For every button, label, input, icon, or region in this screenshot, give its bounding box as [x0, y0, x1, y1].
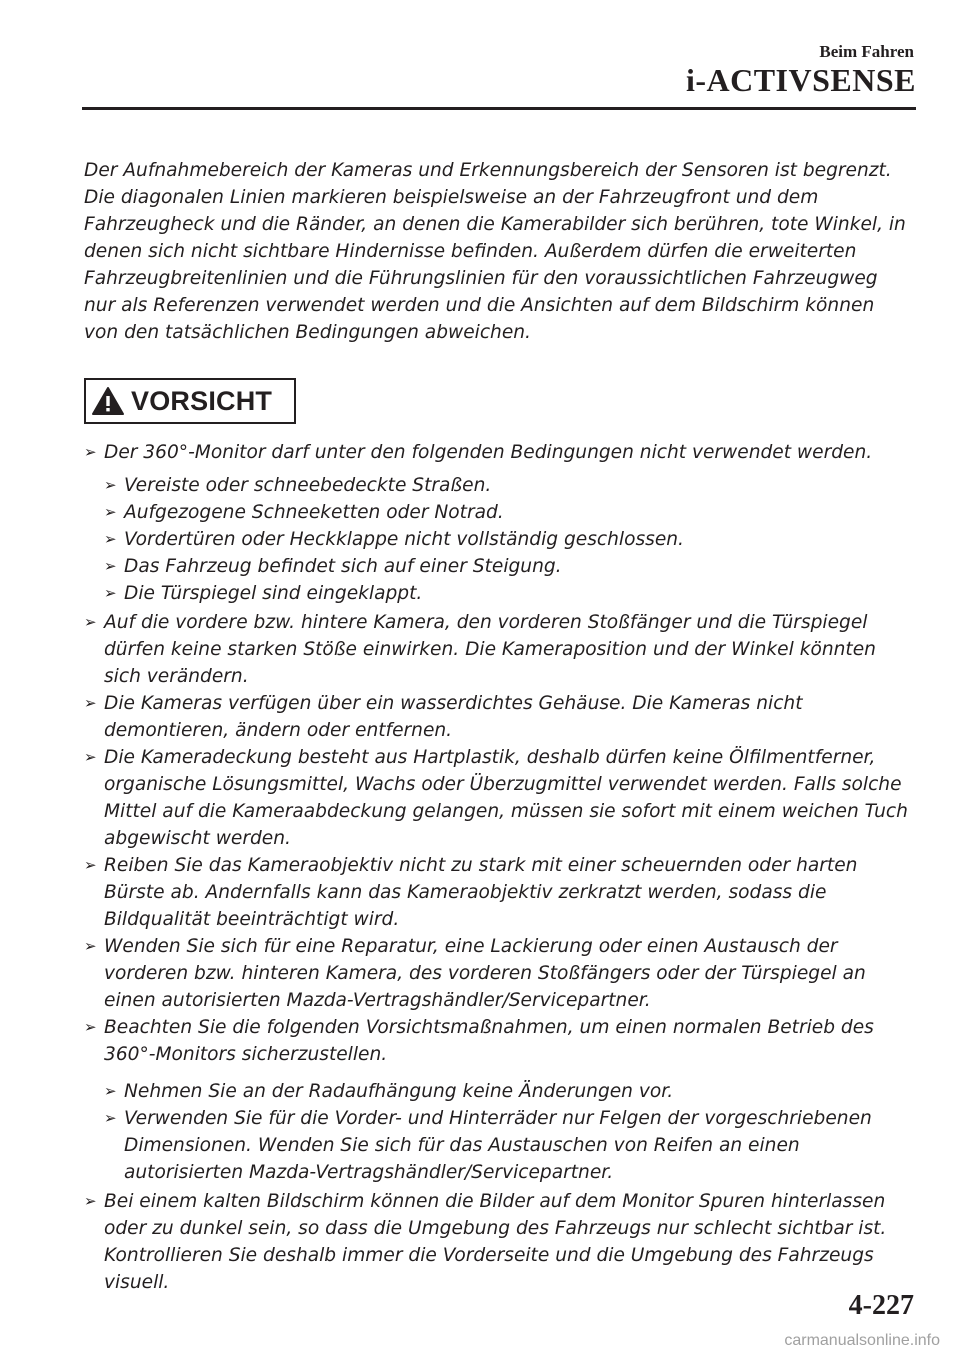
page-number: 4-227 — [848, 1290, 914, 1321]
list-item — [84, 744, 914, 852]
sub-list-item-text: Das Fahrzeug befindet sich auf einer Steigung. — [124, 556, 562, 577]
arrow-bullet-icon: ➢ — [104, 1109, 117, 1127]
arrow-bullet-icon: ➢ — [84, 443, 97, 461]
list-item-text: Die Kameras verfügen über ein wasserdichtes Gehäuse. Die Kameras nicht demontieren, ändern oder entfernen. — [104, 693, 803, 741]
list-item — [84, 609, 914, 690]
arrow-bullet-icon: ➢ — [104, 1082, 117, 1100]
caution-label: VORSICHT — [131, 385, 273, 416]
list-item-text: Der 360°-Monitor darf unter den folgenden Bedingungen nicht verwendet werden. — [104, 442, 873, 463]
list-item — [84, 690, 914, 744]
arrow-bullet-icon: ➢ — [104, 530, 117, 548]
arrow-bullet-icon: ➢ — [104, 557, 117, 575]
chapter-title: i-ACTIVSENSE — [685, 62, 916, 98]
sub-list-item — [104, 1105, 914, 1186]
list-item — [84, 439, 914, 466]
sub-list-item — [104, 1078, 914, 1105]
sub-list-item-text: Vordertüren oder Heckklappe nicht vollständig geschlossen. — [124, 529, 684, 550]
sub-list-item-text: Verwenden Sie für die Vorder- und Hinterräder nur Felgen der vorgeschriebenen Dimensionen. Wenden Sie sich für das Austauschen von Reifen an einen autorisierten Mazda-Vertragshändler/Servicepartner. — [124, 1108, 872, 1183]
caution-list — [84, 439, 914, 1296]
arrow-bullet-icon: ➢ — [104, 476, 117, 494]
arrow-bullet-icon: ➢ — [84, 694, 97, 712]
arrow-bullet-icon: ➢ — [84, 1192, 97, 1210]
list-item-text: Beachten Sie die folgenden Vorsichtsmaßnahmen, um einen normalen Betrieb des 360°-Monitors sicherzustellen. — [104, 1017, 874, 1065]
sub-list-item-text: Die Türspiegel sind eingeklappt. — [124, 583, 423, 604]
list-item-text: Auf die vordere bzw. hintere Kamera, den vorderen Stoßfänger und die Türspiegel dürfen keine starken Stöße einwirken. Die Kameraposition und der Winkel könnten sich verändern. — [104, 612, 876, 687]
list-item — [84, 1188, 914, 1296]
arrow-bullet-icon: ➢ — [84, 856, 97, 874]
sub-list-item — [104, 526, 914, 553]
sub-list-item-text: Aufgezogene Schneeketten oder Notrad. — [124, 502, 504, 523]
sub-list-item — [104, 472, 914, 499]
list-item-text: Bei einem kalten Bildschirm können die Bilder auf dem Monitor Spuren hinterlassen oder zu dunkel sein, so dass die Umgebung des Fahrzeugs nur schlecht sichtbar ist. Kontrollieren Sie deshalb immer die Vorderseite und die Umgebung des Fahrzeugs visuell. — [104, 1191, 887, 1293]
warning-triangle-icon — [91, 386, 125, 416]
arrow-bullet-icon: ➢ — [84, 613, 97, 631]
intro-paragraph: Der Aufnahmebereich der Kameras und Erkennungsbereich der Sensoren ist begrenzt. Die diagonalen Linien markieren beispielsweise an der Fahrzeugfront und dem Fahrzeugheck und die Ränder, an denen die Kamerabilder sich berühren, tote Winkel, in denen sich nicht sichtbare Hindernisse befinden. Außerdem dürfen die erweiterten Fahrzeugbreitenlinien und die Führungslinien für den voraussichtlichen Fahrzeugweg nur als Referenzen verwendet werden und die Ansichten auf dem Bildschirm können von den tatsächlichen Bedingungen abweichen. — [84, 160, 906, 343]
list-item-text: Reiben Sie das Kameraobjektiv nicht zu stark mit einer scheuernden oder harten Bürste ab. Andernfalls kann das Kameraobjektiv zerkratzt werden, sodass die Bildqualität beeinträchtigt wird. — [104, 855, 858, 930]
arrow-bullet-icon: ➢ — [104, 584, 117, 602]
list-item-text: Die Kameradeckung besteht aus Hartplastik, deshalb dürfen keine Ölfilmentferner, organische Lösungsmittel, Wachs oder Überzugmittel verwendet werden. Falls solche Mittel auf die Kameraabdeckung gelangen, müssen sie sofort mit einem weichen Tuch abgewischt werden. — [104, 747, 908, 849]
header-divider — [82, 107, 916, 110]
conditions-sublist — [84, 472, 914, 607]
sub-list-item — [104, 553, 914, 580]
arrow-bullet-icon: ➢ — [104, 503, 117, 521]
watermark: carmanualsonline.info — [784, 1332, 940, 1349]
precautions-sublist — [84, 1078, 914, 1186]
list-item — [84, 933, 914, 1014]
arrow-bullet-icon: ➢ — [84, 937, 97, 955]
sub-list-item-text: Vereiste oder schneebedeckte Straßen. — [124, 475, 492, 496]
section-label: Beim Fahren — [819, 42, 914, 61]
list-item — [84, 852, 914, 933]
caution-box — [84, 378, 296, 424]
arrow-bullet-icon: ➢ — [84, 748, 97, 766]
sub-list-item — [104, 499, 914, 526]
arrow-bullet-icon: ➢ — [84, 1018, 97, 1036]
list-item-text: Wenden Sie sich für eine Reparatur, eine Lackierung oder einen Austausch der vorderen bzw. hinteren Kamera, des vorderen Stoßfängers oder der Türspiegel an einen autorisierten Mazda-Vertragshändler/Servicepartner. — [104, 936, 866, 1011]
sub-list-item — [104, 580, 914, 607]
sub-list-item-text: Nehmen Sie an der Radaufhängung keine Änderungen vor. — [124, 1081, 674, 1102]
list-item — [84, 1014, 914, 1068]
